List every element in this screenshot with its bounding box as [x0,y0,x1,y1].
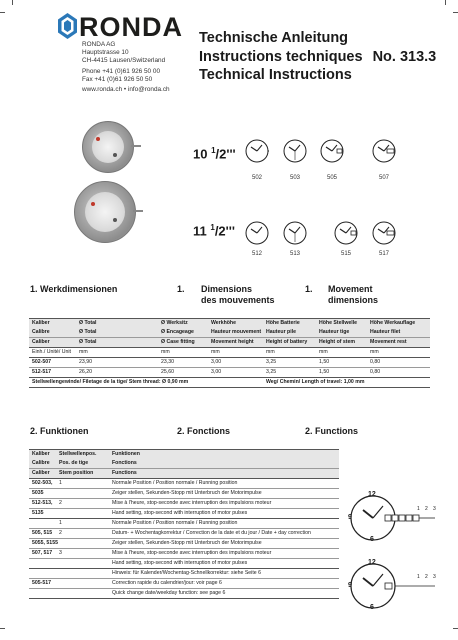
header-cell: Ø Werksitz [161,320,188,326]
ronda-logo-icon [58,13,77,39]
header-cell: Functions [112,470,137,476]
table-row: 5035 Zeiger stellen, Sekunden-Stopp mit Unterbruch der Motorimpulse [29,489,339,499]
table-header-row [29,338,430,348]
section-heading-de: 2. Funktionen [30,426,89,436]
crown-position-dial-2 [345,558,440,614]
crown-position-label: 3 [433,574,436,580]
crown-position-label: 1 [417,506,420,512]
header-cell: Height of stem [319,339,356,345]
table-header-row [29,328,430,338]
header-cell: Calibre [32,329,50,335]
header-cell: Stellwellenpos. [59,451,97,457]
dimensions-table [29,318,430,394]
crop-mark [0,12,5,13]
section-heading-en: Movement dimensions [328,284,379,305]
header-cell: Höhe Batterie [266,320,300,326]
crown-stem [133,210,143,212]
table-row: 1 Normale Position / Position normale / Running position [29,519,339,529]
crown-position-label: 1 [417,574,420,580]
table-cell: 502-507 [32,359,52,365]
table-cell: 3,25 [266,359,277,365]
watch-dial-icon [345,558,440,614]
header-cell: Fonctions [112,460,137,466]
table-cell: mm [161,349,170,355]
header-cell: Calibre [32,460,50,466]
table-header-row [29,469,339,479]
header-cell: Ø Encageage [161,329,194,335]
title-en: Technical Instructions [199,67,352,83]
header-cell: Höhe Werkauflage [370,320,416,326]
crown-position-label: 2 [425,506,428,512]
table-cell: 23,90 [79,359,92,365]
table-note-row [29,378,430,388]
dial-caliber-label: 503 [289,175,300,181]
movement-photo-small [82,121,134,173]
table-header-row [29,459,339,469]
address-line: Phone +41 (0)61 926 50 00 [82,67,160,75]
table-cell: 0,80 [370,369,381,375]
address-line: RONDA AG [82,41,116,48]
section-number-en: 1. [305,284,313,294]
table-cell: mm [319,349,328,355]
dial-date-icon [320,139,346,163]
movement-photo-large [74,181,136,243]
dial-caliber-label: 517 [378,251,389,257]
table-cell: 1,50 [319,369,330,375]
crop-mark [445,0,446,5]
header-cell: Werkhöhe [211,320,236,326]
section-heading-de: 1. Werkdimensionen [30,284,118,294]
table-cell: 3,00 [211,359,222,365]
table-row: 505-517 Correction rapide du calendrier/jour: voir page 6 [29,579,339,589]
dial-day-date-icon [372,139,396,163]
dial-numeral: 6 [370,536,374,543]
table-cell: mm [79,349,88,355]
header-cell: Ø Total [79,329,97,335]
document-title [199,29,436,85]
table-cell: 23,30 [161,359,174,365]
title-fr: Instructions techniques [199,48,363,65]
crown-position-dial-1 [345,490,440,546]
table-row: 502-503, 1 Normale Position / Position normale / Running position [29,479,339,489]
header-cell: Pos. de tige [59,460,89,466]
table-cell: mm [266,349,275,355]
crop-mark [0,628,5,629]
header-cell: Movement height [211,339,254,345]
table-cell: 25,60 [161,369,174,375]
table-row [29,358,430,368]
header-cell: Hauteur pile [266,329,296,335]
crown-stem [131,145,141,147]
header-cell: Caliber [32,339,50,345]
section-number-fr: 1. [177,284,185,294]
table-row: Quick change date/weekday function: see page 6 [29,589,339,599]
table-cell: 1,50 [319,359,330,365]
company-logo: RONDA [79,12,183,42]
header-cell: Ø Total [79,320,97,326]
table-cell: 26,20 [79,369,92,375]
table-cell: mm [211,349,220,355]
table-row [29,368,430,378]
crown-position-label: 3 [433,506,436,512]
document-number: No. 313.3 [372,48,437,65]
table-cell: mm [370,349,379,355]
dial-caliber-label: 513 [289,251,300,257]
header-cell: Hauteur tige [319,329,350,335]
title-fr-row [199,48,436,67]
header-cell: Stem position [59,470,94,476]
table-row: Hinweis: für Kalender/Wochentag-Schnellkorrektur: siehe Seite 6 [29,569,339,579]
dial-numeral: 9 [348,582,352,589]
header-cell: Caliber [32,470,50,476]
dial-icon [283,221,307,245]
table-cell: Einh./ Unité/ Unit [32,349,71,355]
table-row: 507, 517 3 Mise à l'heure, stop-seconde avec interruption des impulsions moteur [29,549,339,559]
header-cell: Movement rest [370,339,407,345]
travel-length-note: Weg/ Chemin/ Length of travel: 1,00 mm [266,379,365,385]
dial-caliber-label: 505 [326,175,337,181]
header-cell: Ø Total [79,339,97,345]
dial-caliber-label: 507 [378,175,389,181]
size-label-10-half: 10 $^1$/2''' [193,146,236,162]
dial-date-icon [334,221,360,245]
table-row: Hand setting, stop-second with interruption of motor pulses [29,559,339,569]
crop-mark [453,628,458,629]
dial-icon [245,221,269,245]
header-cell: Ø Case fitting [161,339,195,345]
stem-thread-note: Stellwellengewinde/ Filetage de la tige/ Stem thread: Ø 0,90 mm [32,379,189,385]
dial-caliber-label: 515 [340,251,351,257]
section-heading-fr: 2. Fonctions [177,426,231,436]
table-cell: 3,25 [266,369,277,375]
header-cell: Funktionen [112,451,140,457]
crop-mark [12,0,13,5]
watch-dial-icon [345,490,440,546]
table-row: 5135 Hand setting, stop-second with interruption of motor pulses [29,509,339,519]
table-row: 512-513, 2 Mise à l'heure, stop-seconde avec interruption des impulsions moteur [29,499,339,509]
section-heading-en: 2. Functions [305,426,359,436]
header-cell: Kaliber [32,451,50,457]
address-line: CH-4415 Lausen/Switzerland [82,57,166,65]
header-cell: Hauteur mouvement [211,329,262,335]
title-de: Technische Anleitung [199,30,349,46]
crown-position-label: 2 [425,574,428,580]
address-line: Hauptstrasse 10 [82,49,129,57]
address-line: Fax +41 (0)61 926 50 50 [82,75,153,83]
dial-day-date-icon [372,221,396,245]
dial-caliber-label: 502 [251,175,262,181]
table-units-row [29,348,430,358]
header-cell: Höhe Stellwelle [319,320,358,326]
table-cell: 0,80 [370,359,381,365]
table-row: 505, 515 2 Datum- + Wochentagkorrektur / Correction de la date et du jour / Date + day correction [29,529,339,539]
company-address [82,41,170,94]
section-heading-fr: Dimensions des mouvements [201,284,275,305]
dial-caliber-label: 512 [251,251,262,257]
dial-numeral: 6 [370,604,374,611]
header-cell: Hauteur filet [370,329,401,335]
address-line: www.ronda.ch • info@ronda.ch [82,86,170,94]
table-row: 5055, 5155 Zeiger stellen, Sekunden-Stopp mit Unterbruch der Motorimpulse [29,539,339,549]
table-cell: 3,00 [211,369,222,375]
crop-mark [453,12,458,13]
size-label-11-half: 11 $^1$/2''' [193,223,235,239]
dial-icon [283,139,307,163]
dial-numeral: 12 [368,559,376,566]
header-cell: Kaliber [32,320,50,326]
header-cell: Height of battery [266,339,308,345]
table-cell: 512-517 [32,369,52,375]
dial-icon [245,139,269,163]
dial-numeral: 12 [368,491,376,498]
dial-numeral: 9 [348,514,352,521]
